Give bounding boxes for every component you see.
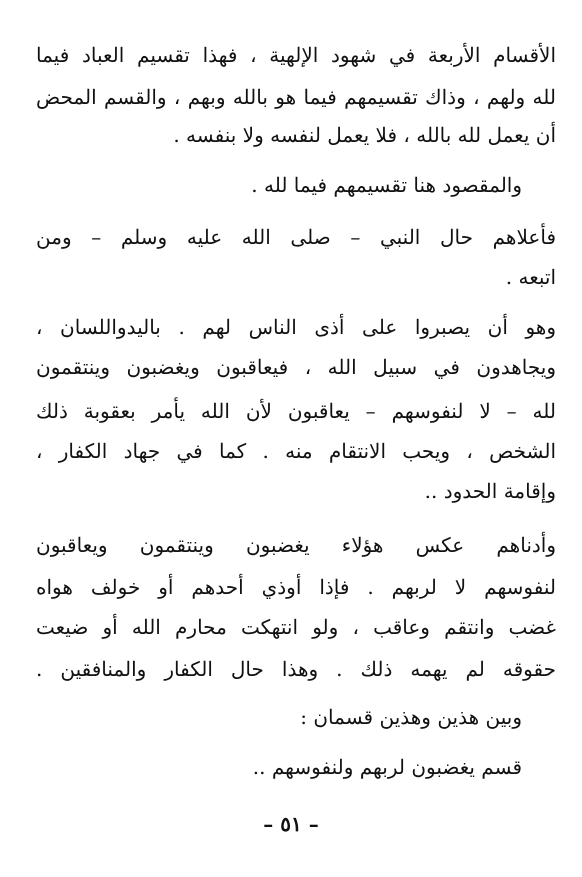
text-line: فأعلاهم حال النبي – صلى الله عليه وسلم – ومن — [36, 225, 556, 249]
text-line: وبين هذين وهذين قسمان : — [300, 705, 522, 729]
text-line: اتبعه . — [505, 265, 556, 289]
text-line: لنفوسهم لا لربهم . فإذا أوذي أحدهم أو خولف هواه — [36, 575, 556, 599]
page-number: – ٥١ – — [263, 812, 319, 836]
text-line: لله ولهم ، وذاك تقسيمهم فيما هو بالله وبهم ، والقسم المحض — [36, 85, 556, 109]
text-line: وهو أن يصبروا على أذى الناس لهم . باليدواللسان ، — [36, 315, 556, 339]
text-line: لله – لا لنفوسهم – يعاقبون لأن الله يأمر بعقوبة ذلك — [36, 399, 556, 423]
text-line: وإقامة الحدود .. — [424, 479, 556, 503]
text-line: الشخص ، ويحب الانتقام منه . كما في جهاد الكفار ، — [36, 439, 556, 463]
text-line: أن يعمل لله بالله ، فلا يعمل لنفسه ولا بنفسه . — [173, 123, 556, 147]
text-line: حقوقه لم يهمه ذلك . وهذا حال الكفار والمنافقين . — [36, 657, 556, 681]
text-line: الأقسام الأربعة في شهود الإلهية ، فهذا تقسيم العباد فيما — [36, 43, 556, 67]
text-line: والمقصود هنا تقسيمهم فيما لله . — [251, 173, 522, 197]
text-line: ويجاهدون في سبيل الله ، فيعاقبون ويغضبون وينتقمون — [36, 355, 556, 379]
text-line: قسم يغضبون لربهم ولنفوسهم .. — [252, 755, 522, 779]
text-line: غضب وانتقم وعاقب ، ولو انتهكت محارم الله أو ضيعت — [36, 615, 556, 639]
text-line: وأدناهم عكس هؤلاء يغضبون وينتقمون ويعاقبون — [36, 533, 556, 557]
